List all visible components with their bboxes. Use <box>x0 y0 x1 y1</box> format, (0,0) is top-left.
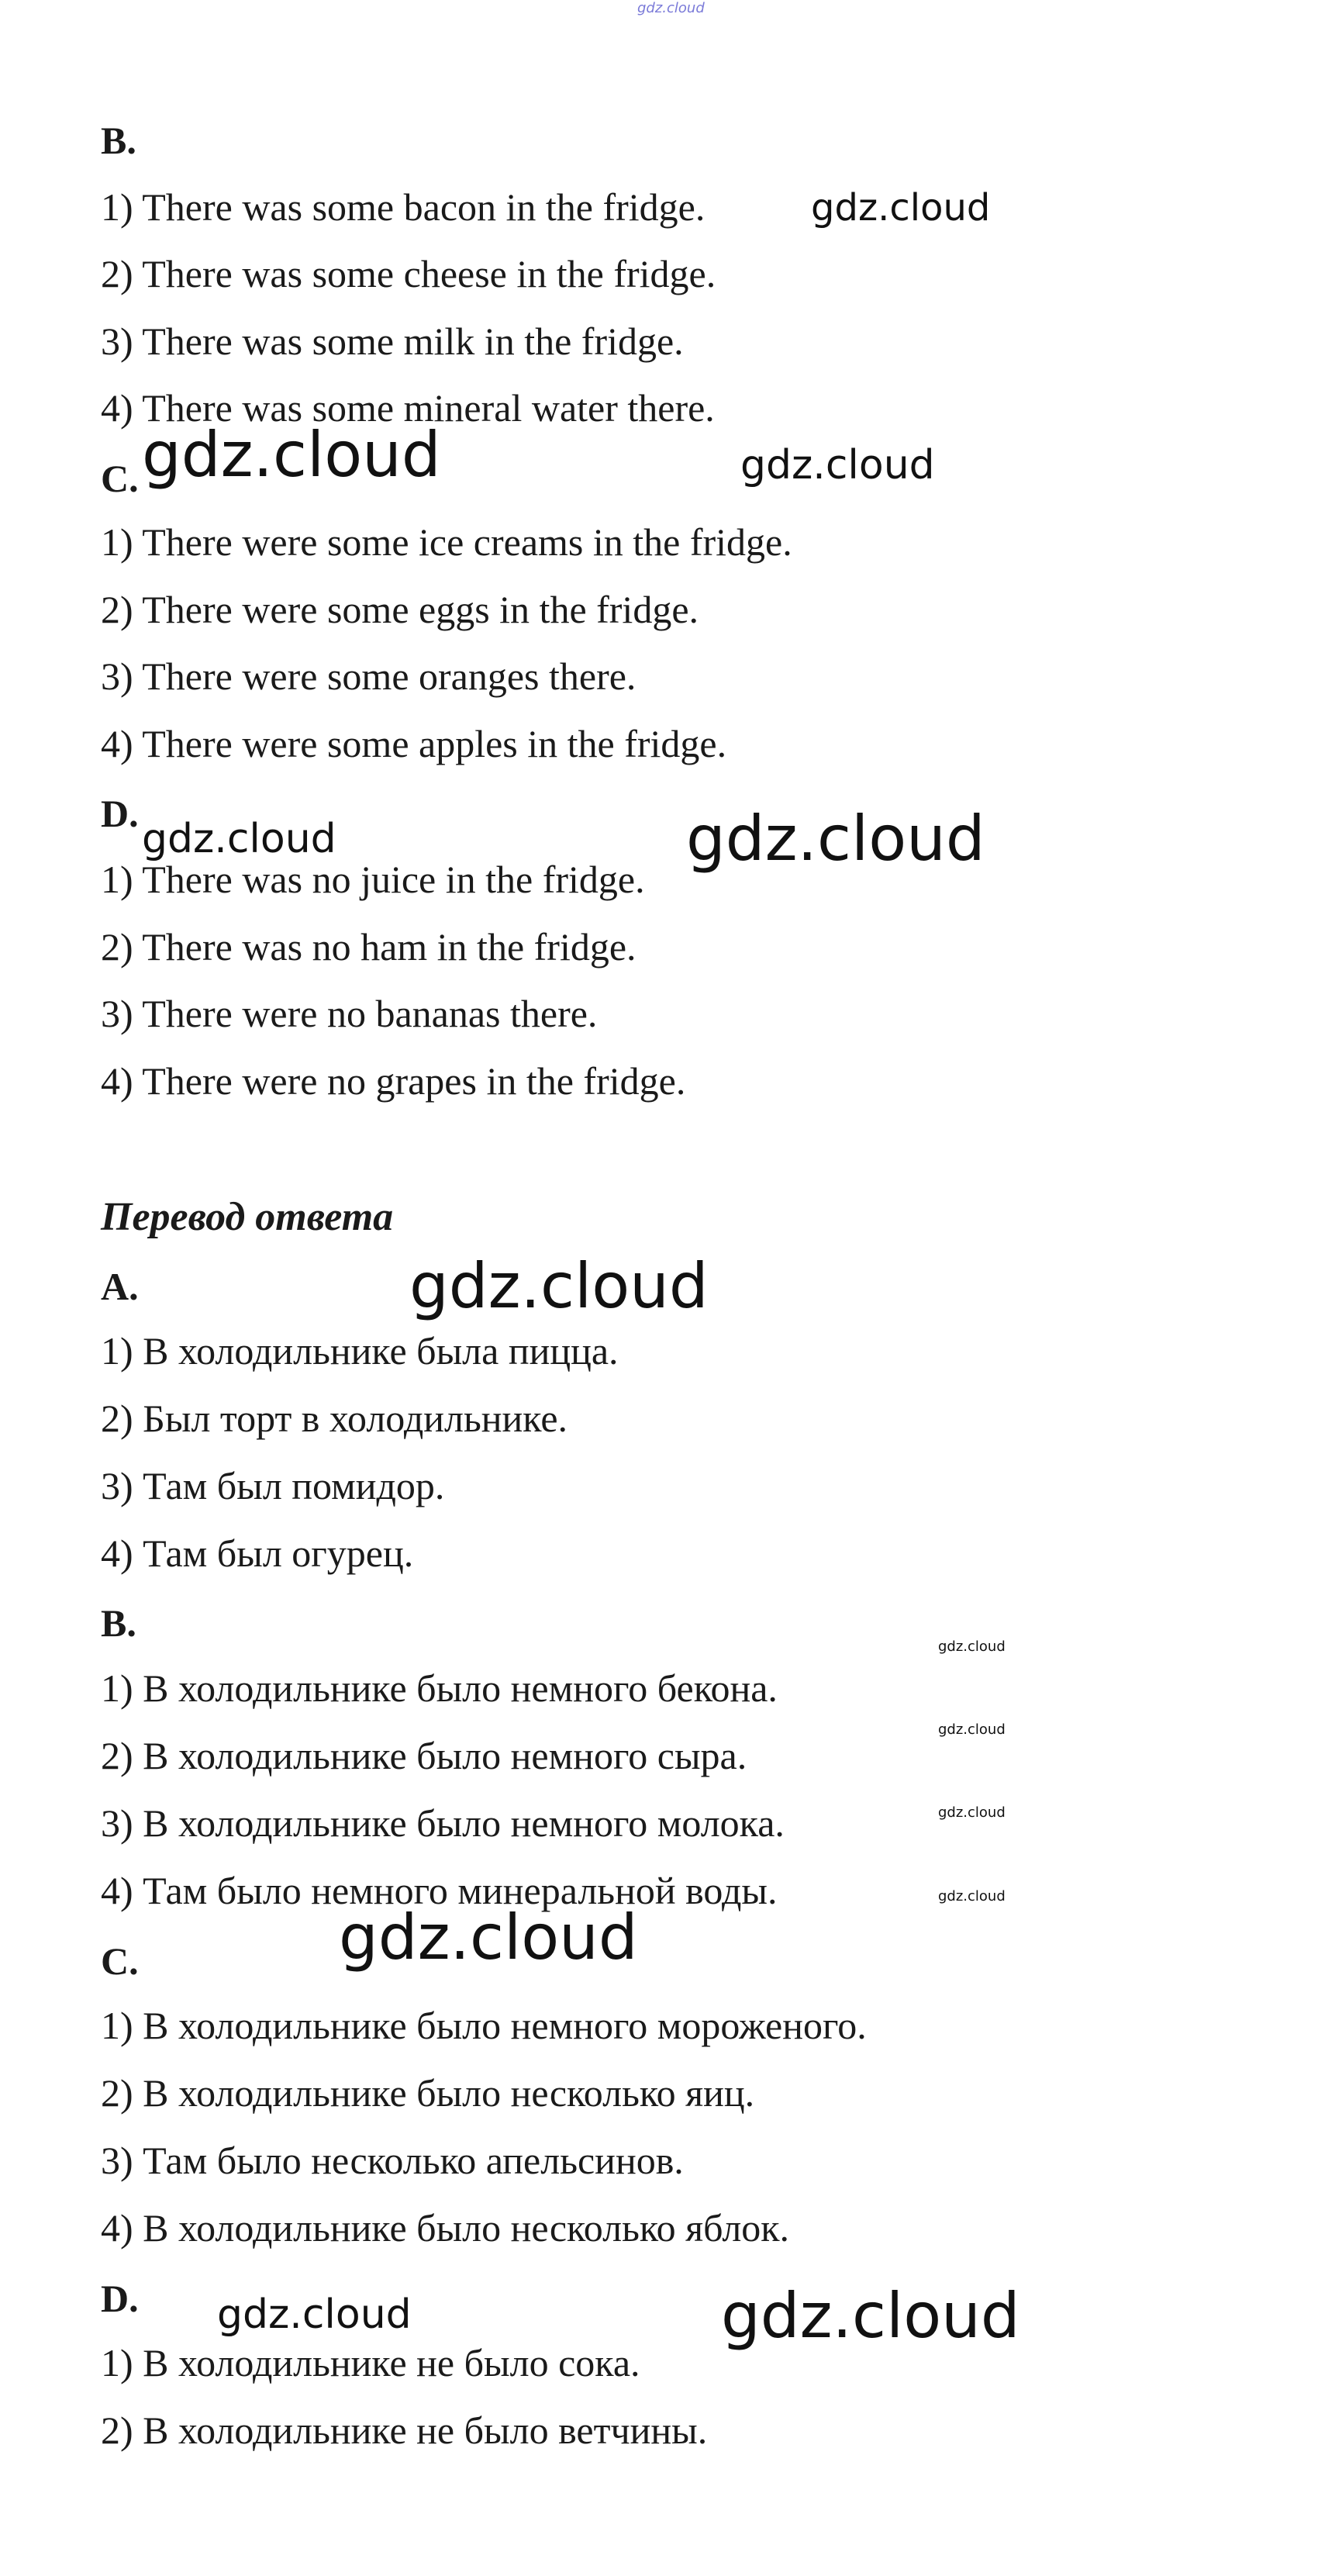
translation-c-line-1: 1) В холодильнике было немного мороженого. <box>101 2004 867 2047</box>
watermark: gdz.cloud <box>217 2291 412 2338</box>
english-c-line-4: 4) There were some apples in the fridge. <box>101 722 727 765</box>
watermark: gdz.cloud <box>686 803 985 875</box>
watermark: gdz.cloud <box>938 1638 1006 1655</box>
english-b-line-1: 1) There was some bacon in the fridge. <box>101 185 705 229</box>
english-c-line-2: 2) There were some eggs in the fridge. <box>101 588 699 631</box>
english-c-line-3: 3) There were some oranges there. <box>101 654 637 698</box>
translation-c-heading: C. <box>101 1939 139 1983</box>
translation-b-line-4: 4) Там было немного минеральной воды. <box>101 1869 778 1912</box>
watermark: gdz.cloud <box>938 1721 1006 1738</box>
translation-b-line-1: 1) В холодильнике было немного бекона. <box>101 1666 778 1710</box>
translation-a-line-1: 1) В холодильнике была пицца. <box>101 1329 619 1373</box>
english-b-line-2: 2) There was some cheese in the fridge. <box>101 252 716 295</box>
english-c-line-1: 1) There were some ice creams in the fridge. <box>101 520 792 564</box>
translation-d-line-1: 1) В холодильнике не было сока. <box>101 2341 640 2384</box>
translation-title: Перевод ответа <box>101 1195 394 1239</box>
translation-d-heading: D. <box>101 2277 139 2320</box>
translation-a-heading: A. <box>101 1265 139 1308</box>
watermark: gdz.cloud <box>740 442 935 489</box>
translation-c-line-4: 4) В холодильнике было несколько яблок. <box>101 2206 790 2250</box>
translation-a-line-4: 4) Там был огурец. <box>101 1531 414 1575</box>
watermark: gdz.cloud <box>811 186 991 230</box>
watermark: gdz.cloud <box>339 1901 638 1973</box>
watermark: gdz.cloud <box>142 419 441 491</box>
section-b-heading: B. <box>101 119 136 162</box>
watermark: gdz.cloud <box>938 1888 1006 1904</box>
translation-d-line-2: 2) В холодильнике не было ветчины. <box>101 2409 708 2452</box>
watermark: gdz.cloud <box>142 816 336 862</box>
watermark: gdz.cloud <box>721 2280 1020 2352</box>
english-d-line-1: 1) There was no juice in the fridge. <box>101 858 645 901</box>
translation-a-line-2: 2) Был торт в холодильнике. <box>101 1397 568 1440</box>
english-d-line-3: 3) There were no bananas there. <box>101 992 598 1035</box>
translation-a-line-3: 3) Там был помидор. <box>101 1464 445 1507</box>
translation-b-line-3: 3) В холодильнике было немного молока. <box>101 1801 785 1845</box>
watermark: gdz.cloud <box>938 1804 1006 1821</box>
top-watermark-stamp: gdz.cloud <box>637 0 705 16</box>
english-d-line-4: 4) There were no grapes in the fridge. <box>101 1059 686 1103</box>
section-c-heading: C. <box>101 457 139 500</box>
english-d-line-2: 2) There was no ham in the fridge. <box>101 925 637 969</box>
section-d-heading: D. <box>101 792 139 835</box>
translation-b-heading: B. <box>101 1601 136 1645</box>
translation-c-line-2: 2) В холодильнике было несколько яиц. <box>101 2071 755 2115</box>
english-b-line-4: 4) There was some mineral water there. <box>101 386 715 430</box>
english-b-line-3: 3) There was some milk in the fridge. <box>101 319 684 363</box>
translation-c-line-3: 3) Там было несколько апельсинов. <box>101 2139 684 2182</box>
watermark: gdz.cloud <box>409 1250 709 1322</box>
translation-b-line-2: 2) В холодильнике было немного сыра. <box>101 1734 747 1777</box>
